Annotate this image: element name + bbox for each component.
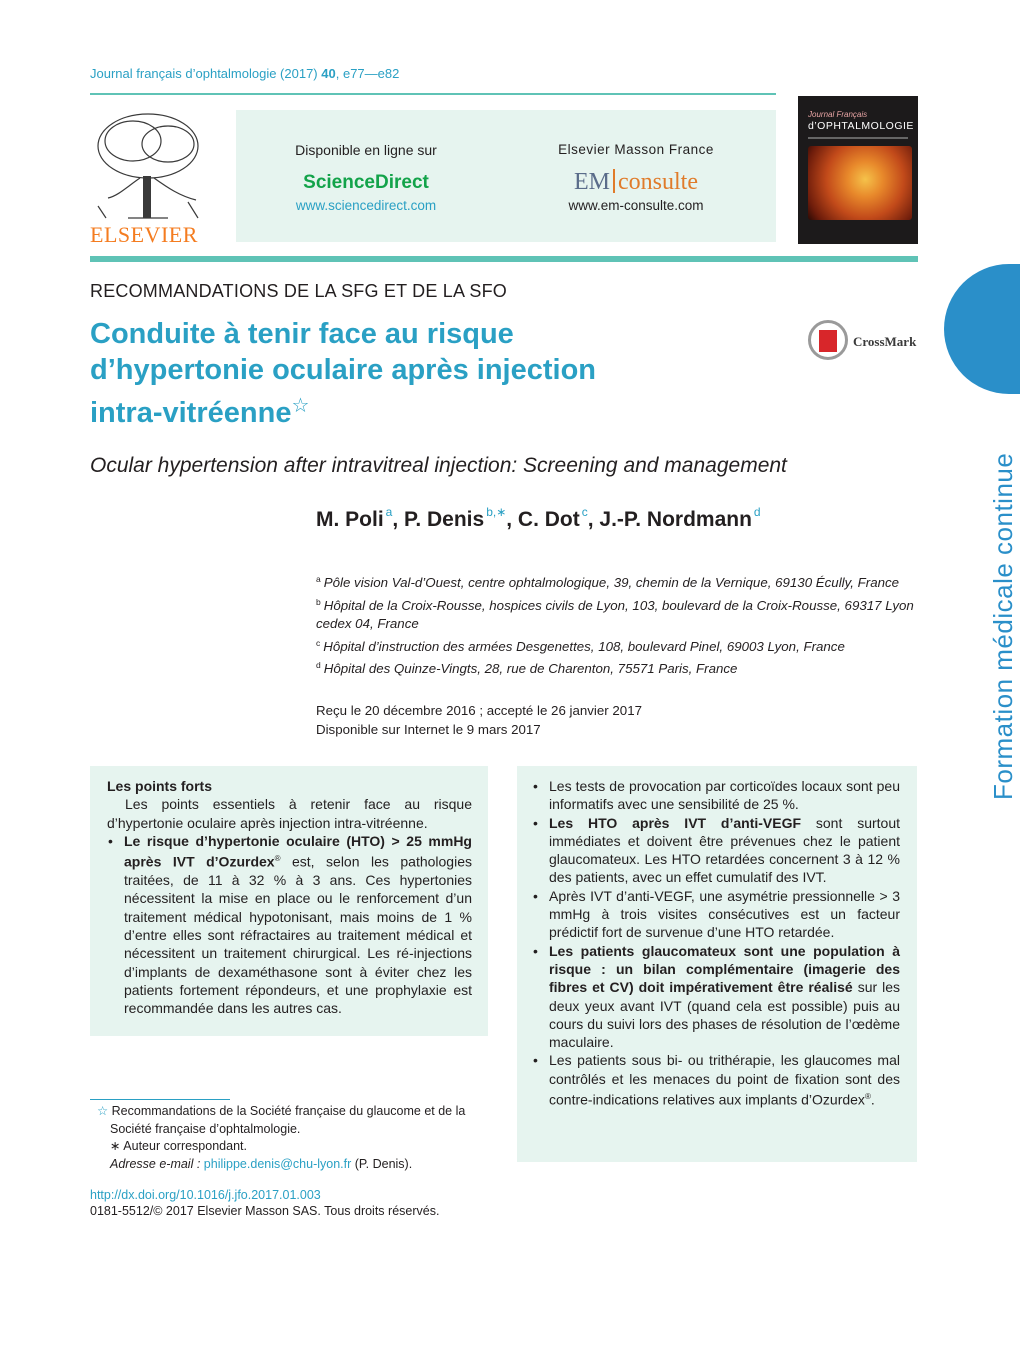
footnote-corresponding — [90, 1138, 490, 1156]
author-3: C. Dot — [517, 508, 580, 531]
sciencedirect-logo: ScienceDirect — [303, 172, 429, 193]
received-accepted-date: Reçu le 20 décembre 2016 ; accepté le 26 janvier 2017 — [316, 703, 642, 718]
journal-pages: , e77—e82 — [335, 66, 400, 81]
highlight-text: Les tests de provocation par corticoïdes locaux sont peu informatifs avec une sensibilité de 25 %. — [549, 778, 900, 813]
cover-title: d’OPHTALMOLOGIE — [808, 120, 914, 132]
footnote-star-text: Recommandations de la Société française du glaucome et de la Société française d’ophtalmologie. — [110, 1104, 466, 1136]
footnote-title — [90, 1103, 490, 1138]
highlight-item — [532, 887, 900, 942]
highlight-item — [532, 1051, 900, 1109]
highlight-text: ® — [274, 854, 281, 864]
title-footnote-star[interactable]: ☆ — [291, 395, 310, 417]
section-rule — [90, 256, 918, 262]
author-separator: , — [587, 508, 600, 531]
author-2-affil[interactable]: b,∗ — [486, 505, 507, 519]
affiliation-mark: b — [316, 596, 321, 607]
availability-banner — [236, 110, 776, 242]
title-line-3: intra-vitréenne — [90, 397, 292, 429]
section-label: RECOMMANDATIONS DE LA SFG ET DE LA SFO — [90, 281, 508, 301]
highlight-text: . — [870, 1091, 875, 1108]
em-logo-left: EM — [574, 169, 610, 195]
affiliation-b — [316, 593, 920, 634]
footnotes — [90, 1103, 490, 1173]
affiliation-text: Hôpital des Quinze-Vingts, 28, rue de Charenton, 75571 Paris, France — [323, 661, 738, 676]
affiliation-mark: c — [316, 637, 321, 648]
affiliation-a — [316, 570, 920, 593]
highlight-text: sont surtout immédiates et doivent être prévenues chez le patient glaucomateux. Les HTO retardées concernent 3 à 12 % des patients, avec un effet cumulatif des IVT. — [549, 814, 900, 886]
cover-title-top: Journal Français — [808, 110, 868, 119]
sciencedirect-block — [236, 142, 496, 213]
footnote-corr-text: Auteur correspondant. — [123, 1139, 247, 1153]
highlight-text: ® — [864, 1092, 871, 1102]
available-online-label: Disponible en ligne sur — [295, 142, 437, 158]
author-4: J.-P. Nordmann — [599, 508, 752, 531]
em-logo-right: consulte — [618, 169, 698, 195]
journal-name: Journal français d’ophtalmologie (2017) — [90, 66, 318, 81]
emconsulte-block — [506, 142, 766, 213]
em-logo-separator — [613, 169, 615, 193]
footnote-rule — [90, 1099, 230, 1100]
affiliation-mark: d — [316, 660, 321, 670]
author-1-affil[interactable]: a — [385, 505, 393, 519]
author-3-affil[interactable]: c — [581, 505, 588, 519]
sciencedirect-link[interactable]: www.sciencedirect.com — [295, 198, 437, 213]
highlights-box-left — [90, 766, 488, 1036]
article-title — [90, 316, 730, 431]
email-label: Adresse e-mail : — [110, 1156, 201, 1171]
journal-cover[interactable] — [798, 96, 918, 244]
footnote-email — [90, 1156, 490, 1174]
highlight-item — [532, 942, 900, 1052]
author-1: M. Poli — [316, 508, 384, 531]
author-2: P. Denis — [404, 508, 485, 531]
english-title: Ocular hypertension after intravitreal injection: Screening and management — [90, 454, 787, 477]
side-tab-decoration — [944, 264, 1020, 394]
highlights-heading: Les points forts — [107, 778, 213, 794]
elsevier-wordmark: ELSEVIER — [90, 222, 198, 247]
affiliation-text: Hôpital d’instruction des armées Desgenettes, 108, boulevard Pinel, 69003 Lyon, France — [323, 638, 845, 654]
emconsulte-logo — [506, 169, 766, 196]
highlight-text: Les HTO après IVT d’anti-VEGF — [549, 814, 802, 831]
crossmark-icon — [808, 320, 848, 360]
title-line-2: d’hypertonie oculaire après injection — [90, 354, 597, 386]
highlight-item — [532, 777, 900, 814]
author-list — [316, 505, 761, 532]
affiliation-text: Pôle vision Val-d’Ouest, centre ophtalmologique, 39, chemin de la Vernique, 69130 Écully, France — [323, 575, 900, 590]
highlight-text: Après IVT d’anti-VEGF, une asymétrie pressionnelle > 3 mmHg à trois visites consécutives est un facteur prédictif fort de survenue d’une HTO retardée. — [549, 887, 900, 941]
header-rule — [90, 93, 776, 95]
cover-retina-image — [808, 146, 912, 220]
highlight-text: Les patients sous bi- ou trithérapie, les glaucomes mal contrôlés et les menaces du point de fixation sont des contre-indications relatives aux implants d’Ozurdex — [549, 1052, 900, 1108]
emconsulte-link[interactable]: www.em-consulte.com — [568, 198, 704, 213]
email-link[interactable]: philippe.denis@chu-lyon.fr — [203, 1156, 352, 1171]
highlights-box-right — [517, 766, 917, 1162]
highlight-text: est, selon les pathologies traitées, de 11 à 32 % à 3 ans. Ces hypertonies nécessitent la mise en place ou le renforcement d’un traitement médical hypotonisant, mais moins de 1 % d’entre elles sont réfractaires au traitement médical et nécessitent un traitement chirurgical. Les ré-injections d’implants de dexaméthasone sont à éviter chez les patients fortement répondeurs, et une prophylaxie est recommandée dans les autres cas. — [124, 853, 472, 1017]
title-line-1: Conduite à tenir face au risque — [90, 318, 514, 350]
affiliation-d — [316, 656, 920, 679]
highlight-text: Le risque d’hypertonie oculaire (HTO) > 25 mmHg après IVT d’Ozurdex — [124, 832, 472, 870]
author-separator: , — [506, 508, 518, 531]
affiliation-c — [316, 634, 920, 657]
cover-rule — [808, 137, 908, 139]
elsevier-masson-label: Elsevier Masson France — [558, 142, 714, 157]
affiliations — [316, 570, 920, 679]
highlight-text: sur les deux yeux avant IVT (quand cela est possible) puis au cours du suivi lors des phases de résolution de l’œdème maculaire. — [549, 979, 901, 1051]
highlight-item — [532, 814, 900, 887]
highlights-list-right — [532, 777, 900, 1109]
highlight-text: Les patients glaucomateux sont une population à risque : un bilan complémentaire (imagerie des fibres et CV) doit impérativement être réalisé — [549, 942, 900, 996]
affiliation-text: Hôpital de la Croix-Rousse, hospices civils de Lyon, 103, boulevard de la Croix-Rousse, 69317 Lyon cedex 04, France — [316, 597, 914, 631]
journal-volume: 40 — [321, 66, 336, 81]
article-dates — [316, 702, 642, 739]
journal-reference[interactable] — [90, 66, 399, 81]
highlights-intro: Les points essentiels à retenir face au risque d’hypertonie oculaire après injection intra-vitréenne. — [107, 796, 472, 831]
online-date: Disponible sur Internet le 9 mars 2017 — [316, 721, 541, 737]
side-section-label: Formation médicale continue — [988, 452, 1018, 800]
highlight-item — [107, 832, 472, 1018]
affiliation-mark: a — [316, 574, 321, 584]
crossmark-badge[interactable] — [808, 320, 918, 362]
author-separator: , — [392, 508, 405, 531]
highlights-list-left — [107, 832, 472, 1018]
author-4-affil[interactable]: d — [753, 505, 761, 519]
footnote-corr-mark: ∗ — [110, 1139, 121, 1153]
doi-link[interactable]: http://dx.doi.org/10.1016/j.jfo.2017.01.003 — [90, 1188, 321, 1202]
crossmark-label: CrossMark — [853, 334, 917, 349]
email-suffix: (P. Denis). — [351, 1156, 413, 1171]
copyright: 0181-5512/© 2017 Elsevier Masson SAS. Tous droits réservés. — [90, 1204, 440, 1218]
footnote-star-mark: ☆ — [96, 1104, 109, 1118]
